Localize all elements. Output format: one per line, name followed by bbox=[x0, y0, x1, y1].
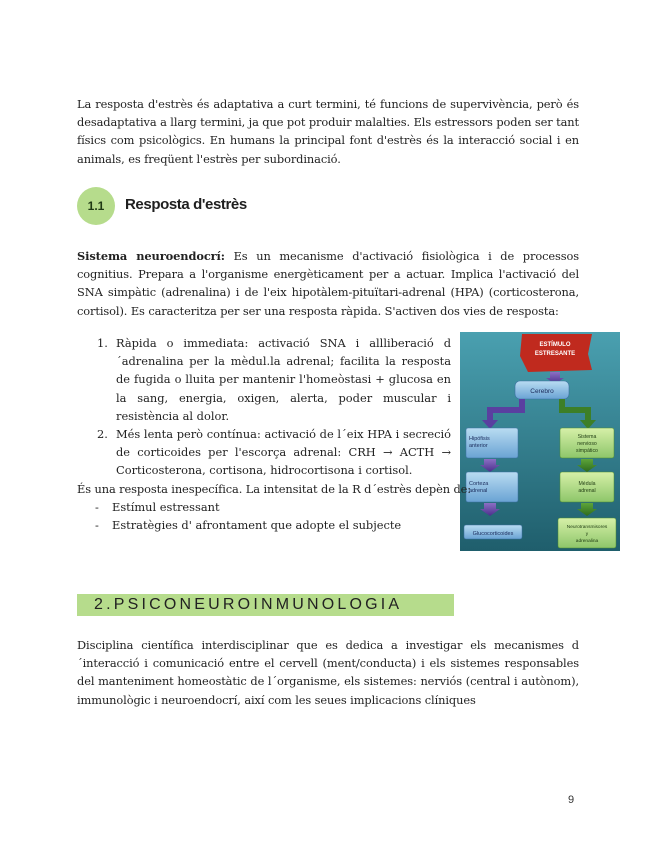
pni-paragraph: Disciplina científica interdisciplinar que es dedica a investigar els mecanismes d´interacció i comunicació entre el cervell (ment/conducta) i els sistemes responsables del manteniment homeostàtic de l´organisme, els sistemes: nerviós (central i autònom), immunològic i neuroendocrí, així com les seues implicacions clíniques bbox=[77, 638, 579, 707]
response-pathways-list bbox=[97, 334, 451, 480]
svg-text:adrenal: adrenal bbox=[469, 488, 488, 494]
list-item: - Estratègies d' afrontament que adopte el subjecte bbox=[95, 518, 402, 533]
stimulus-text-1: ESTÍMULO bbox=[539, 342, 571, 348]
list-item-text: Estratègies d' afrontament que adopte el subjecte bbox=[112, 518, 402, 533]
svg-text:Sistema: Sistema bbox=[577, 434, 597, 440]
neuroendocrine-term: Sistema neuroendocrí: bbox=[77, 249, 225, 263]
section-2-title: 2.PSICONEUROINMUNOLOGIA bbox=[94, 596, 403, 613]
list-item bbox=[97, 334, 451, 425]
svg-text:Hipófisis: Hipófisis bbox=[469, 436, 490, 442]
svg-text:adrenalina: adrenalina bbox=[575, 539, 599, 544]
svg-text:anterior: anterior bbox=[469, 443, 488, 449]
neuroendocrine-paragraph bbox=[77, 247, 579, 320]
stress-factors-list bbox=[77, 498, 497, 534]
list-number: 2. bbox=[97, 427, 108, 442]
page-number: 9 bbox=[568, 794, 575, 806]
svg-text:Corteza: Corteza bbox=[469, 481, 489, 487]
list-item: - Estímul estressant bbox=[95, 500, 220, 514]
intro-paragraph: La resposta d'estrès és adaptativa a curt termini, té funcions de supervivència, però és desadaptativa a llarg termini, ja que pot produir malalties. Els estressors poden ser tant físics com psicològics. En humans la principal font d'estrès és la interacció social i en animals, es freqüent l'estrès per subordinació. bbox=[77, 97, 579, 166]
svg-text:y: y bbox=[585, 532, 589, 537]
svg-text:adrenal: adrenal bbox=[578, 488, 596, 494]
list-number: 1. bbox=[97, 336, 108, 350]
stimulus-text-2: ESTRESANTE bbox=[534, 351, 576, 357]
list-item bbox=[97, 425, 451, 480]
svg-text:nervioso: nervioso bbox=[577, 441, 597, 447]
svg-text:Glucocorticoides: Glucocorticoides bbox=[472, 531, 514, 537]
svg-text:Neurotransmisores: Neurotransmisores bbox=[566, 525, 608, 530]
list-item-text: Ràpida o immediata: activació SNA i allliberació d´adrenalina per la mèdul.la adrenal; facilita la resposta de fugida o lluita per mantenir l'homeòstasi + glucosa en la sang, energia, oxigen, alerta, poder muscular i resistència al dolor. bbox=[116, 336, 451, 423]
list-item-text: Més lenta però contínua: activació de l´eix HPA i secreció de corticoides per l'escorça adrenal: CRH → ACTH → Corticosterona, cortisona, hidrocortisona i cortisol. bbox=[116, 427, 451, 478]
center-box-label: Cerebro bbox=[530, 388, 554, 395]
section-number-badge: 1.1 bbox=[77, 187, 115, 225]
neuroendocrine-text: Es un mecanisme d'activació fisiològica i de processos cognitius. Prepara a l'organisme energèticament per a actuar. Implica l'activació del SNA simpàtic (adrenalina) i de l'eix hipotàlem-pituïtari-adrenal (HPA) (corticosterona, cortisol). Es caracteritza per ser una resposta ràpida. S'activen dos vies de resposta: bbox=[77, 249, 579, 318]
svg-text:Médula: Médula bbox=[578, 481, 596, 487]
section-title: Resposta d'estrès bbox=[125, 196, 247, 213]
nonspecific-paragraph: És una resposta inespecífica. La intensitat de la R d´estrès depèn de: bbox=[77, 482, 472, 496]
list-item-text: Estímul estressant bbox=[112, 500, 220, 514]
svg-text:simpático: simpático bbox=[576, 448, 598, 454]
section-2-banner bbox=[77, 594, 454, 616]
